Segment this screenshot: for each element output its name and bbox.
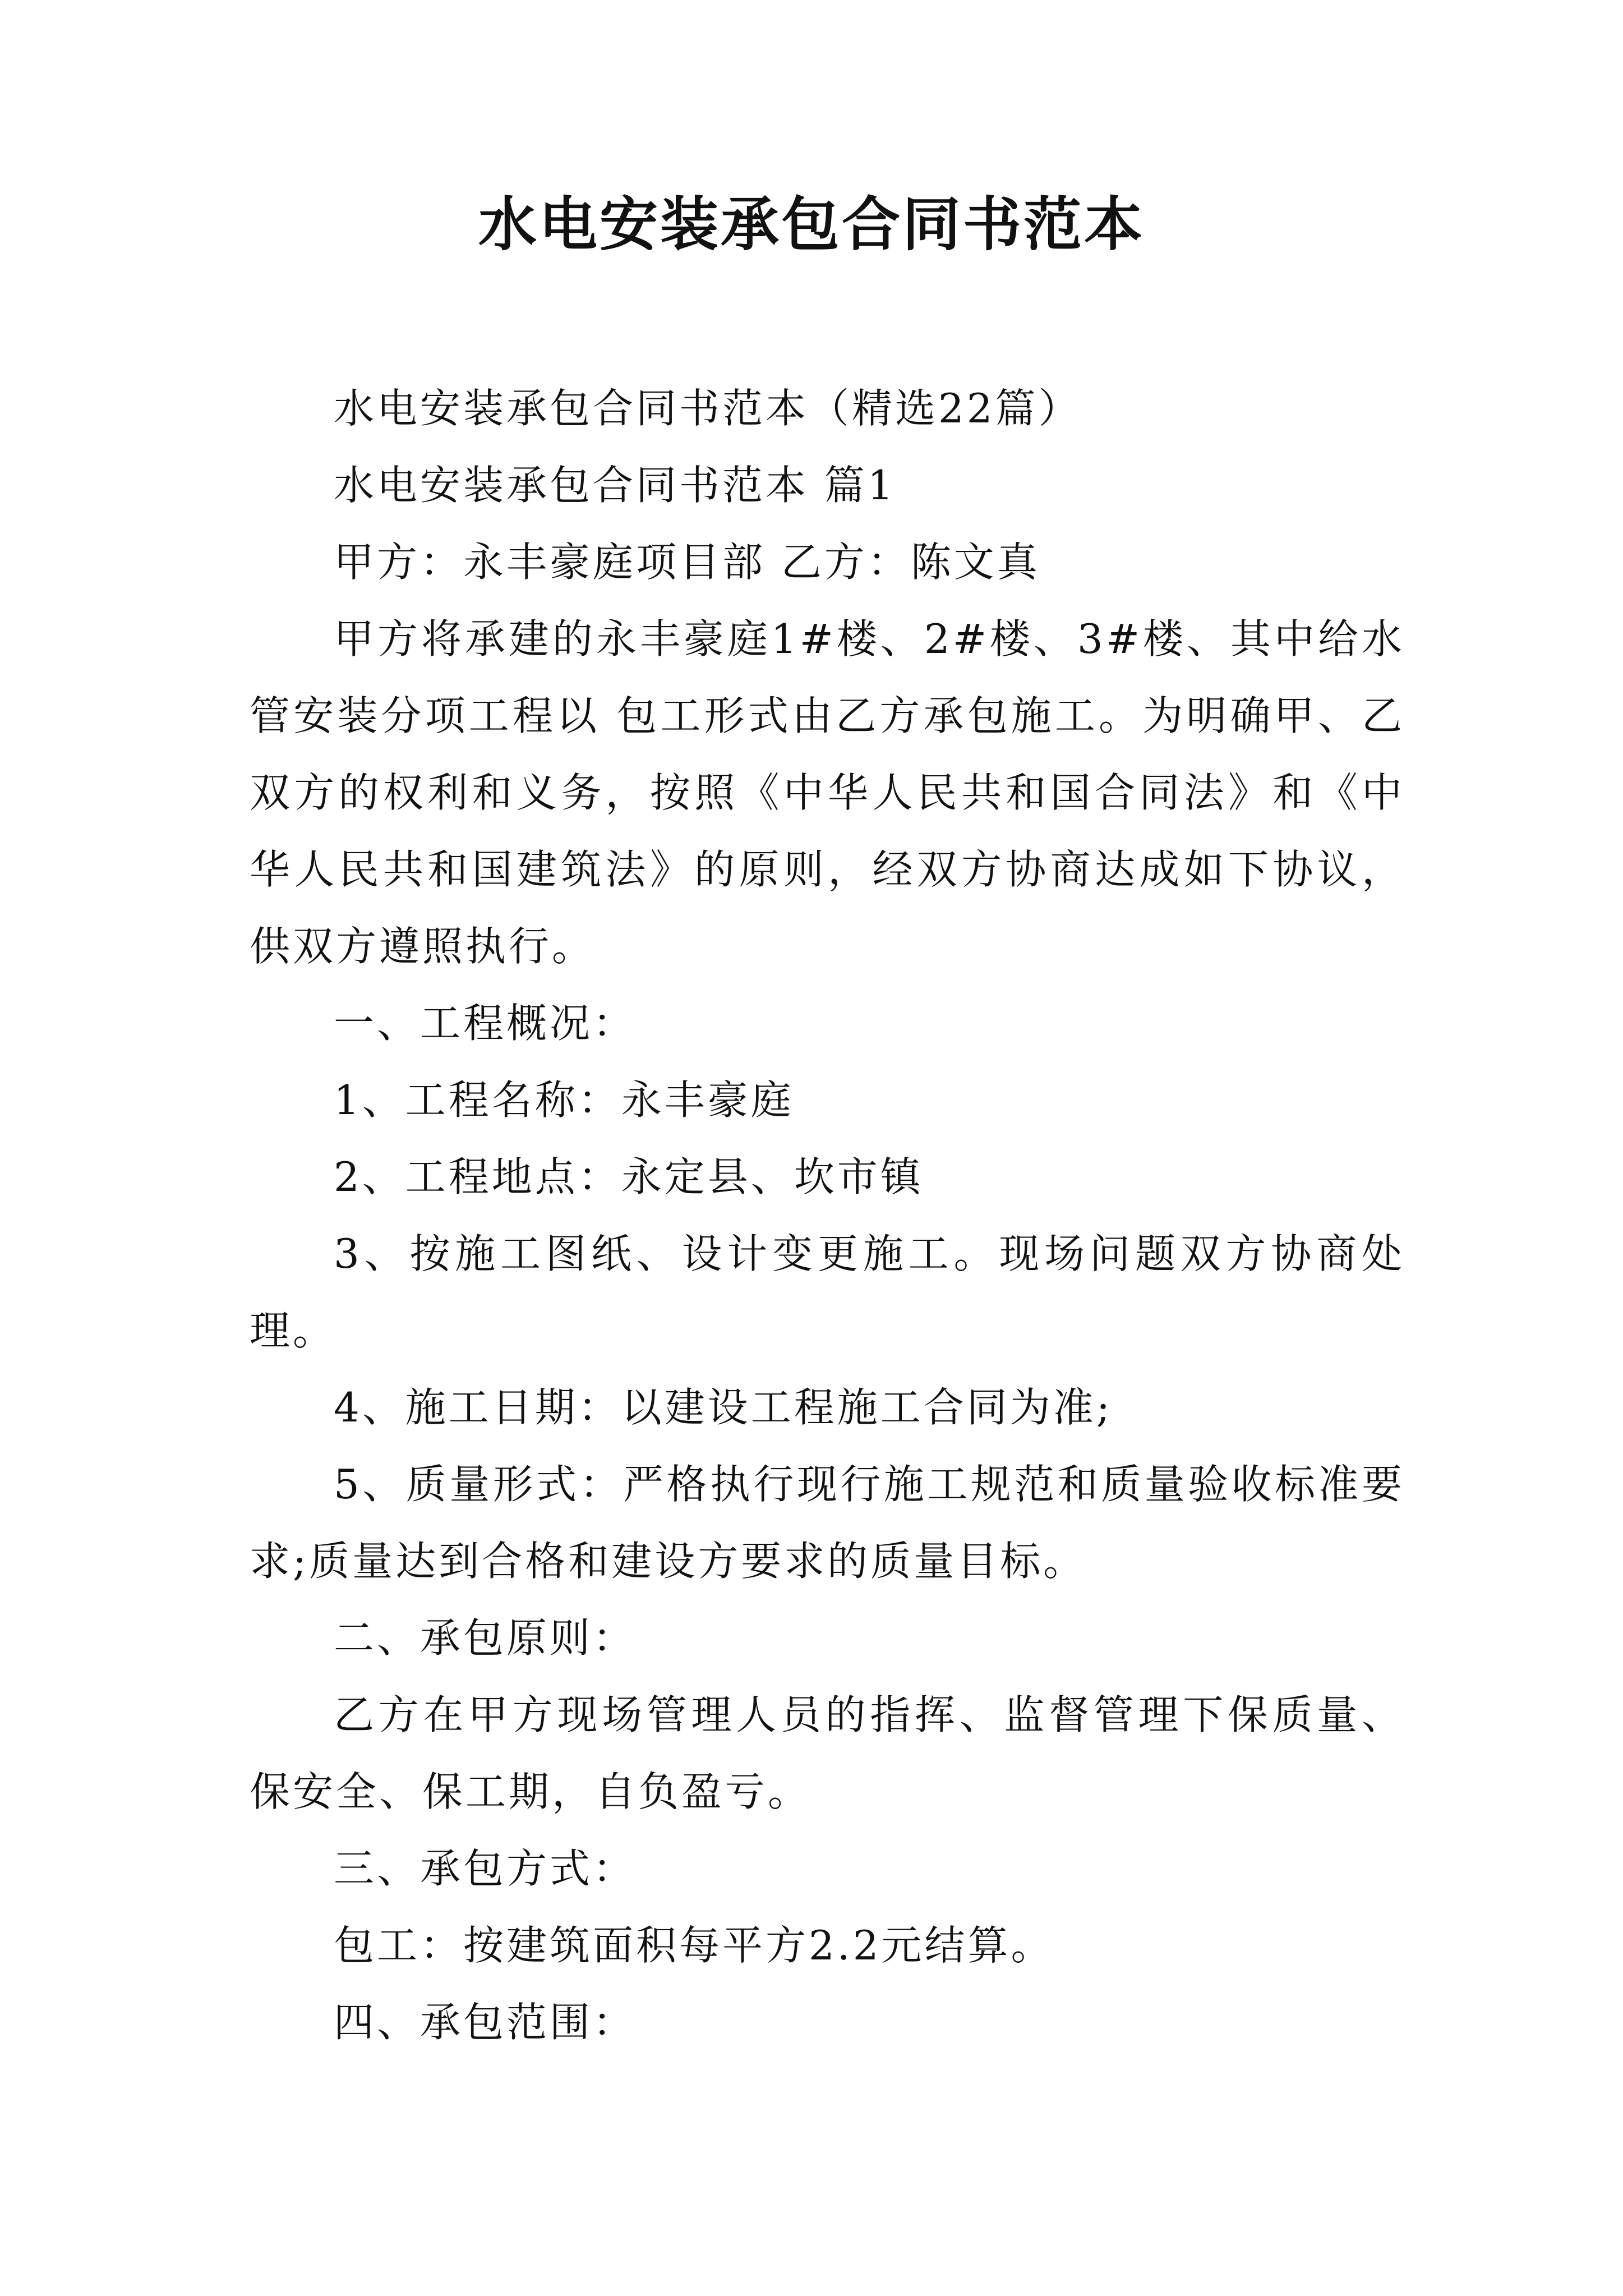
section-heading-scope: 四、承包范围： — [334, 1999, 637, 2046]
subtitle-paragraph: 水电安装承包合同书范本（精选22篇） — [334, 385, 1082, 432]
clause-construction-date: 4、施工日期：以建设工程施工合同为准; — [334, 1384, 1113, 1431]
principles-paragraph: 乙方在甲方现场管理人员的指挥、监督管理下保质量、保安全、保工期，自负盈亏。 — [250, 1691, 1405, 1815]
intro-paragraph: 甲方将承建的永丰豪庭1#楼、2#楼、3#楼、其中给水管安装分项工程以 包工形式由乙方承包施工。为明确甲、乙双方的权利和义务，按照《中华人民共和国合同法》和《中华人民共和国建筑法》的原则，经双方协商达成如下协议，供双方遵照执行。 — [250, 615, 1405, 970]
clause-quality: 5、质量形式：严格执行现行施工规范和质量验收标准要求;质量达到合格和建设方要求的质量目标。 — [250, 1461, 1405, 1585]
section-heading-article-1: 水电安装承包合同书范本 篇1 — [334, 462, 896, 509]
method-paragraph: 包工：按建筑面积每平方2.2元结算。 — [334, 1922, 1054, 1969]
document-body — [250, 370, 1405, 2061]
section-heading-overview: 一、工程概况： — [334, 1000, 637, 1047]
section-heading-principles: 二、承包原则： — [334, 1614, 637, 1662]
document-title: 水电安装承包合同书范本 — [478, 190, 1145, 259]
clause-project-location: 2、工程地点：永定县、坎市镇 — [334, 1153, 924, 1200]
clause-construction-drawings: 3、按施工图纸、设计变更施工。现场问题双方协商处理。 — [250, 1230, 1405, 1354]
section-heading-method: 三、承包方式： — [334, 1845, 637, 1892]
parties-line: 甲方：永丰豪庭项目部 乙方：陈文真 — [334, 539, 1040, 586]
clause-project-name: 1、工程名称：永丰豪庭 — [334, 1076, 794, 1124]
